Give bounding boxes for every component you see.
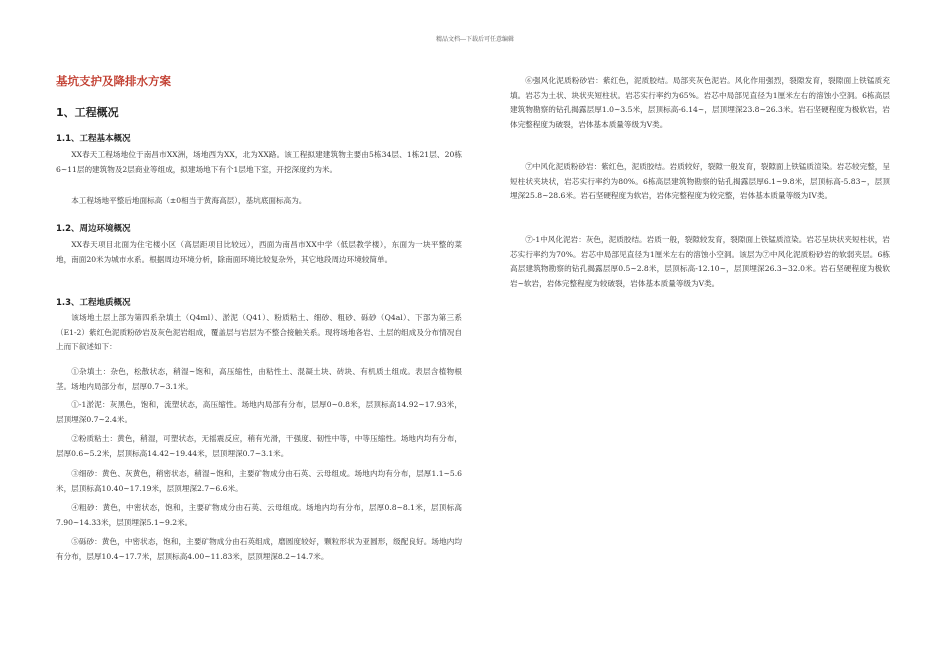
paragraph: ①杂填土：杂色，松散状态，稍湿~饱和，高压缩性，由粘性土、混凝土块、砖块、有机质土组成。表层含植物根茎。场地内局部分布，层厚0.7~3.1米。 <box>56 367 462 391</box>
paragraph: ⑦-1中风化泥岩：灰色，泥质胶结。岩质一般，裂隙较发育，裂隙面上铁锰质渲染。岩芯呈块状夹短柱状，岩芯实行率约为70%。岩芯中局部见直径为1厘米左右的溶蚀小空洞。该层为⑦中风化泥质粉砂岩的软弱夹层。6栋高层建筑物勘察的钻孔揭露层厚0.5~2.8米，层顶标高-12.10~，层顶埋深26.3~32.0米。岩石坚硬程度为极软岩~软岩，岩体完整程度为较破裂，岩体基本质量等级为V类。 <box>510 235 890 288</box>
section-heading-basic: 1.1、工程基本概况 <box>56 134 131 144</box>
document-title: 基坑支护及降排水方案 <box>56 74 171 88</box>
paragraph: 该场地土层上部为第四系杂填土（Q4ml）、淤泥（Q41）、粉质粘土、细砂、粗砂、砾砂（Q4al）、下部为第三系（E1-2）紫红色泥质粉砂岩及灰色泥岩组成，覆盖层与岩层为不整合接触关系。现将场地各岩、土层的组成及分布情况自上而下叙述如下： <box>56 313 462 352</box>
header-note: 精品文档---下载后可任意编辑 <box>435 36 515 43</box>
section-heading-overview: 1、工程概况 <box>56 106 119 119</box>
paragraph: XX春天项目北面为住宅楼小区（高层距项目比较远），西面为南昌市XX中学（低层教学楼），东面为一块平整的菜地，南面20米为城市水系。根据周边环境分析，除南面环境比较复杂外，其它地段周边环境较简单。 <box>56 240 462 264</box>
section-heading-surroundings: 1.2、周边环境概况 <box>56 224 131 234</box>
paragraph: ③细砂：黄色、灰黄色，稍密状态，稍湿~饱和，主要矿物成分由石英、云母组成。场地内均有分布，层厚1.1~5.6米，层顶标高10.40~17.19米，层顶埋深2.7~6.6米。 <box>56 469 462 493</box>
paragraph: ⑦中风化泥质粉砂岩：紫红色，泥质胶结。岩质较好，裂隙一般发育，裂隙面上铁锰质渲染。岩芯较完整，呈短柱状夹块状，岩芯实行率约为80%。6栋高层建筑物勘察的钻孔揭露层厚6.1~9.8米，层顶标高-5.83~，层顶埋深25.8~28.6米。岩石坚硬程度为软岩，岩体完整程度为较完整，岩体基本质量等级为IV类。 <box>510 162 890 201</box>
paragraph: XX春天工程场地位于南昌市XX洲，场地西为XX，北为XX路。该工程拟建建筑物主要由5栋34层、1栋21层、20栋6~11层的建筑物及2层商业等组成，拟建场地下有个1层地下室，开挖深度约为米。 <box>56 150 462 174</box>
paragraph: ④粗砂：黄色，中密状态，饱和，主要矿物成分由石英、云母组成。场地内均有分布，层厚0.8~8.1米，层顶标高7.90~14.33米，层顶埋深5.1~9.2米。 <box>56 503 462 527</box>
paragraph: ⑤砾砂：黄色，中密状态，饱和，主要矿物成分由石英组成，磨圆度较好，颗粒形状为亚圆形，级配良好。场地内均有分布，层厚10.4~17.7米，层顶标高4.00~11.83米，层顶埋深8.2~14.7米。 <box>56 537 462 561</box>
paragraph: 本工程场地平整后地面标高（±0相当于黄海高层），基坑底面标高为。 <box>71 196 307 205</box>
paragraph: ⑥强风化泥质粉砂岩：紫红色，泥质胶结。局部夹灰色泥岩。风化作用强烈，裂隙发育，裂隙面上铁锰质充填。岩芯为土状、块状夹短柱状。岩芯实行率约为65%。岩芯中局部见直径为1厘米左右的溶蚀小空洞。6栋高层建筑物勘察的钻孔揭露层厚1.0~3.5米，层顶标高-6.14~，层顶埋深23.8~26.3米。岩石坚硬程度为极软岩，岩体完整程度为破裂，岩体基本质量等级为V类。 <box>510 76 890 129</box>
paragraph: ①-1淤泥：灰黑色，饱和，流塑状态，高压缩性。场地内局部有分布，层厚0~0.8米，层顶标高14.92~17.93米，层顶埋深0.7~2.4米。 <box>56 400 462 424</box>
paragraph: ②粉质粘土：黄色，稍湿，可塑状态，无摇震反应，稍有光滑，干强度、韧性中等，中等压缩性。场地内均有分布，层厚0.6~5.2米，层顶标高14.42~19.44米，层顶埋深0.7~3.1米。 <box>56 434 462 458</box>
section-heading-geology: 1.3、工程地质概况 <box>56 298 131 308</box>
